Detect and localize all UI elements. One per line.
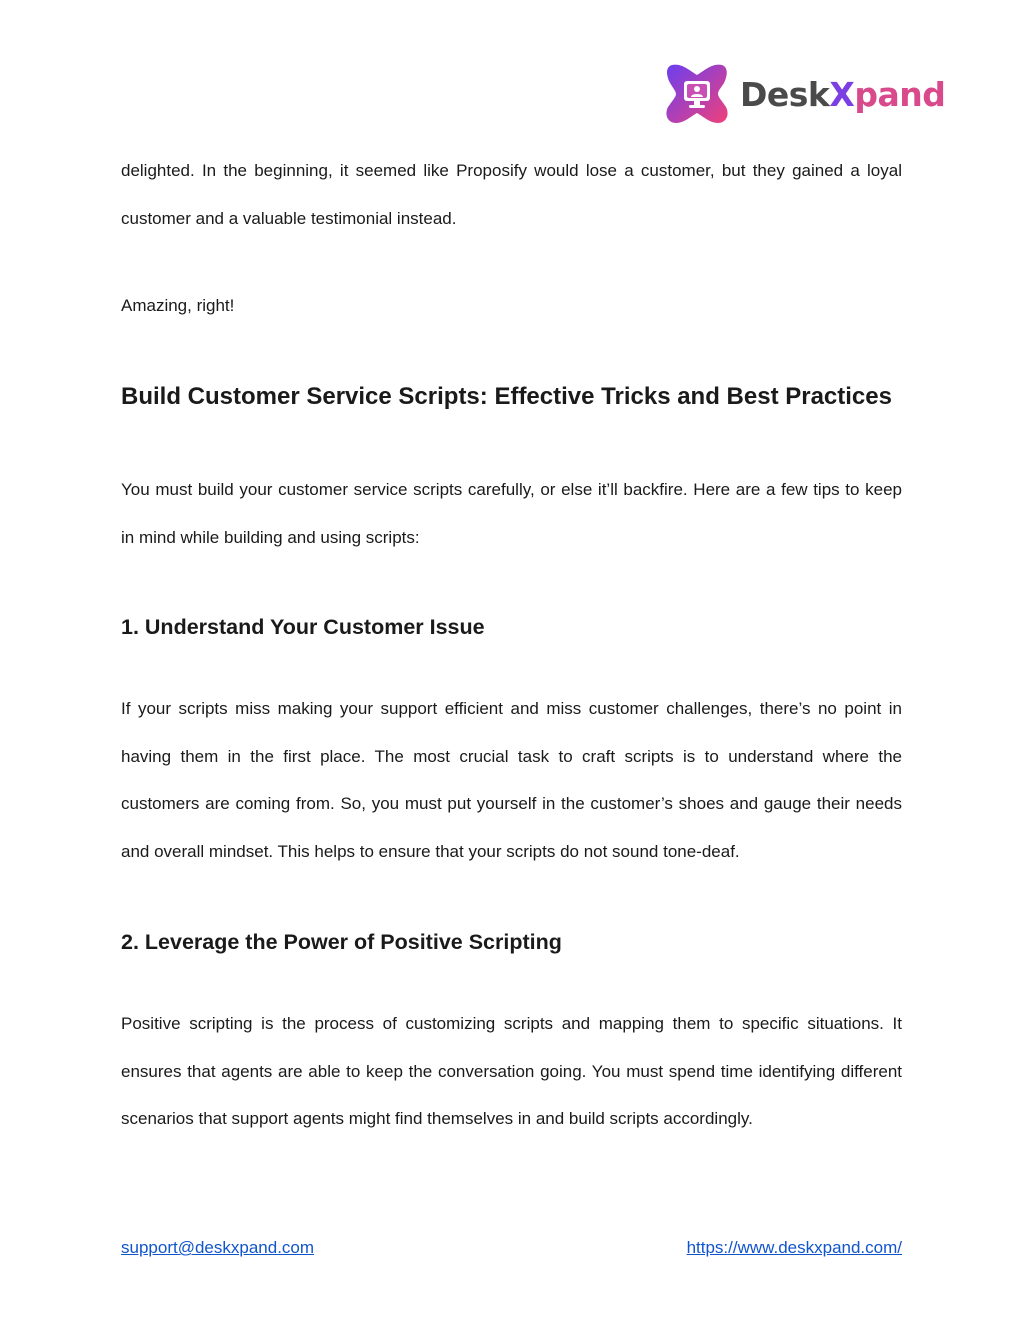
paragraph-tips-block [121,466,902,561]
paragraph-1-block [121,685,902,875]
paragraph-intro-end-block [121,147,902,242]
brand-wordmark [740,74,946,114]
brand-wordmark-x: X [829,74,855,114]
paragraph-tips: You must build your customer service scripts carefully, or else it’ll backfire. Here are a few tips to keep in mind while building and using scripts: [121,480,902,547]
paragraph-positive-scripting: Positive scripting is the process of customizing scripts and mapping them to specific situations. It ensures that agents are able to keep the conversation going. You must spend time identifying different scenarios that support agents might find themselves in and build scripts accordingly. [121,1014,902,1128]
paragraph-amazing: Amazing, right! [121,296,235,315]
heading-understand-customer-issue: 1. Understand Your Customer Issue [121,615,485,639]
website-link[interactable]: https://www.deskxpand.com/ [686,1238,902,1257]
heading-positive-scripting: 2. Leverage the Power of Positive Scripting [121,930,562,954]
brand-logo [664,60,945,128]
brand-wordmark-desk: Desk [740,74,830,114]
paragraph-intro-end: delighted. In the beginning, it seemed like Proposify would lose a customer, but they gained a loyal customer and a valuable testimonial instead. [121,161,902,228]
heading-main: Build Customer Service Scripts: Effective Tricks and Best Practices [121,383,892,410]
paragraph-understand-customer-issue: If your scripts miss making your support efficient and miss customer challenges, there’s no point in having them in the first place. The most crucial task to craft scripts is to understand where the customers are coming from. So, you must put yourself in the customer’s shoes and gauge their needs and overall mindset. This helps to ensure that your scripts do not sound tone-deaf. [121,699,902,861]
paragraph-2-block [121,1000,902,1143]
heading-2-block [121,927,902,957]
paragraph-amazing-block [121,282,902,330]
deskxpand-logo-icon [664,61,730,127]
heading-main-block [121,382,902,412]
support-email-link[interactable]: support@deskxpand.com [121,1238,315,1257]
page-footer [121,1238,902,1258]
heading-1-block [121,612,902,642]
brand-wordmark-pand: pand [854,74,946,114]
